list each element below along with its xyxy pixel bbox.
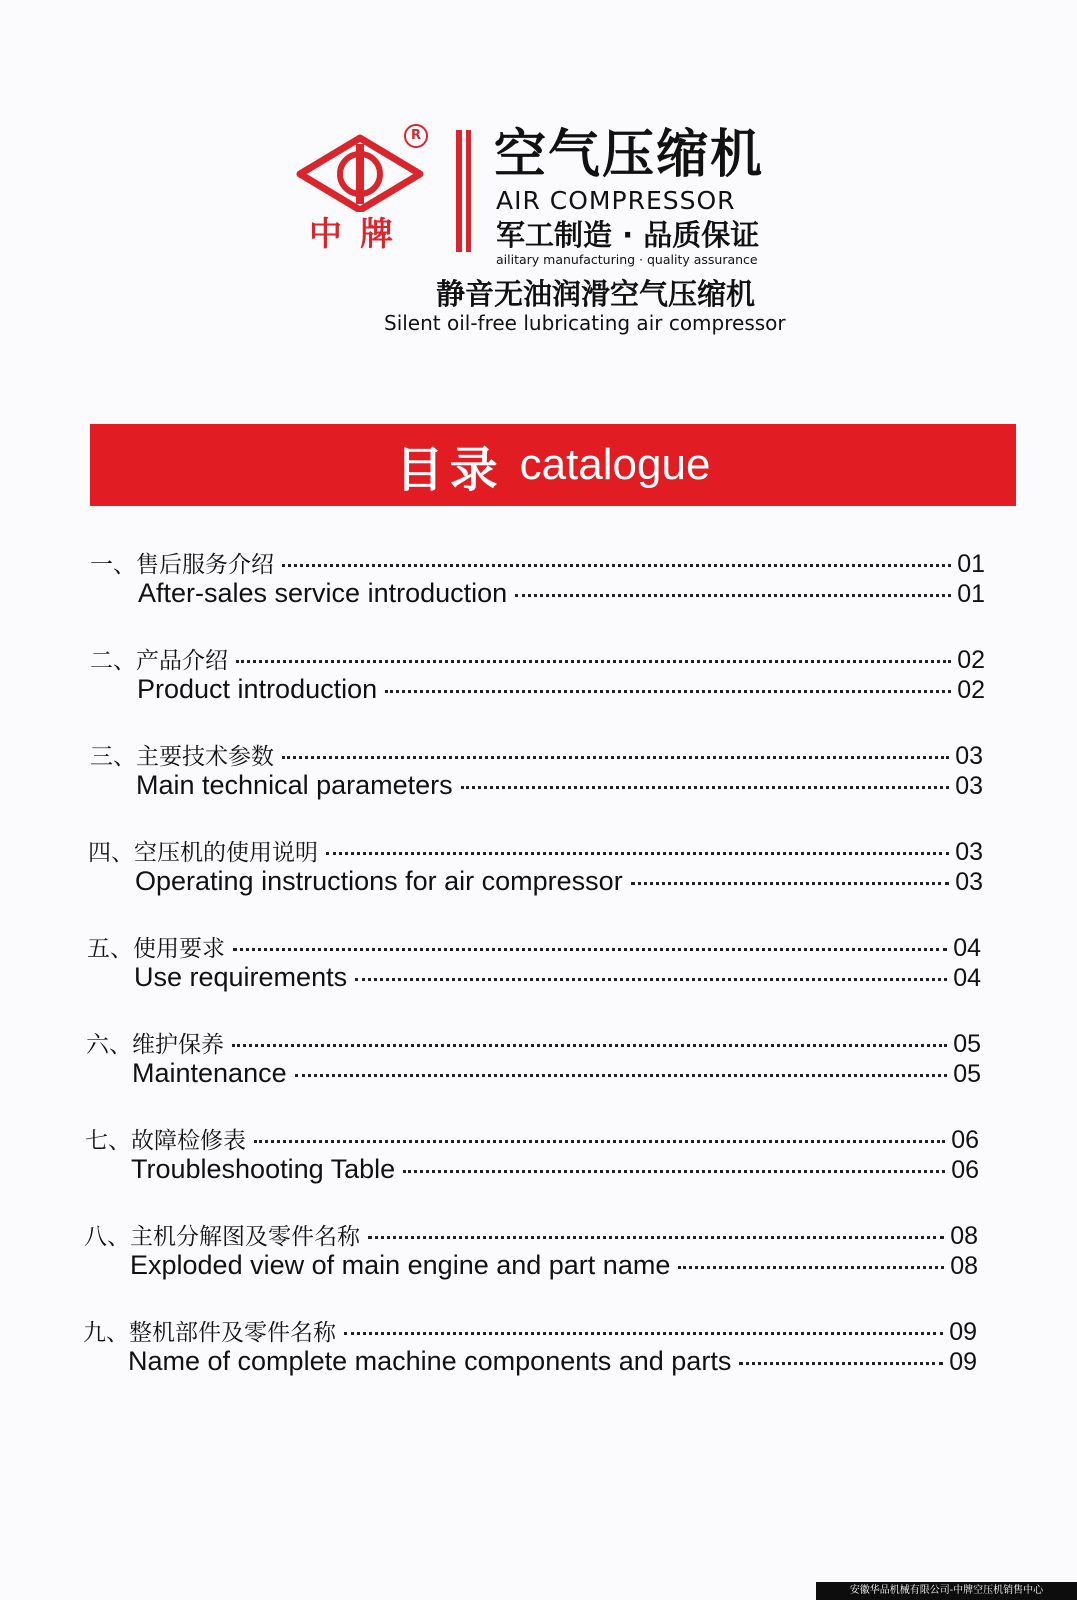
toc-page-number: 04	[953, 964, 981, 992]
toc-entry-cn[interactable]	[83, 1314, 977, 1347]
toc-page-number: 01	[957, 580, 985, 608]
toc-entry-cn[interactable]	[85, 1122, 979, 1155]
toc-page-number: 01	[957, 550, 985, 578]
toc-page-number: 03	[955, 868, 983, 896]
toc-entry-en[interactable]	[135, 866, 983, 897]
toc-entry-en[interactable]	[137, 674, 985, 705]
toc-page-number: 02	[957, 646, 985, 674]
toc-title-en: Troubleshooting Table	[131, 1154, 396, 1184]
leader-dots	[295, 1074, 948, 1077]
toc-page-number: 09	[949, 1318, 977, 1346]
leader-dots	[282, 756, 949, 759]
leader-dots	[631, 882, 950, 885]
toc-page-number: 02	[957, 676, 985, 704]
leader-dots	[678, 1266, 944, 1269]
slogan-cn: 军工制造 · 品质保证	[496, 218, 760, 252]
leader-dots	[344, 1332, 943, 1335]
product-title-cn: 静音无油润滑空气压缩机	[436, 277, 756, 311]
toc-entry-cn[interactable]	[90, 738, 983, 771]
leader-dots	[368, 1236, 944, 1239]
toc-title-en: Maintenance	[132, 1058, 287, 1088]
toc-title-en: After-sales service introduction	[138, 578, 508, 608]
toc-title-cn: 九、整机部件及零件名称	[83, 1320, 336, 1346]
toc-page-number: 04	[953, 934, 981, 962]
toc-entry-cn[interactable]	[84, 1218, 978, 1251]
toc-title-en: Exploded view of main engine and part name	[130, 1250, 671, 1280]
product-title-en: Silent oil-free lubricating air compressor	[384, 311, 786, 335]
leader-dots	[461, 786, 950, 789]
toc-title-cn: 六、维护保养	[86, 1032, 224, 1058]
toc-title-cn: 二、产品介绍	[90, 648, 228, 674]
toc-page-number: 06	[951, 1126, 979, 1154]
toc-entry-en[interactable]	[132, 1058, 981, 1089]
toc-title-en: Name of complete machine components and parts	[128, 1346, 732, 1376]
toc-title-cn: 一、售后服务介绍	[90, 552, 274, 578]
leader-dots	[355, 978, 947, 981]
leader-dots	[385, 690, 951, 693]
toc-page-number: 06	[951, 1156, 979, 1184]
brand-divider	[456, 130, 474, 252]
toc-entry-cn[interactable]	[86, 1026, 981, 1059]
toc-title-cn: 七、故障检修表	[85, 1128, 246, 1154]
footer-watermark: 安徽华品机械有限公司-中牌空压机销售中心	[816, 1582, 1077, 1600]
toc-title-cn: 三、主要技术参数	[90, 744, 274, 770]
toc-entry-cn[interactable]	[87, 930, 981, 963]
toc-title-cn: 五、使用要求	[87, 936, 225, 962]
catalogue-title-cn: 目录	[395, 441, 504, 498]
slogan-en: ailitary manufacturing · quality assurance	[496, 252, 758, 267]
leader-dots	[233, 948, 947, 951]
toc-page-number: 09	[949, 1348, 977, 1376]
toc-entry-en[interactable]	[138, 578, 985, 609]
toc-page-number: 05	[953, 1060, 981, 1088]
toc-title-en: Product introduction	[137, 674, 378, 704]
toc-entry-cn[interactable]	[90, 546, 985, 579]
toc-page-number: 03	[955, 838, 983, 866]
brand-title-cn: 空气压缩机	[494, 125, 765, 185]
toc-entry-cn[interactable]	[88, 834, 983, 867]
toc-page-number: 05	[953, 1030, 981, 1058]
toc-page-number: 03	[955, 772, 983, 800]
leader-dots	[254, 1140, 945, 1143]
toc-page-number: 08	[950, 1222, 978, 1250]
toc-entry-en[interactable]	[130, 1250, 978, 1281]
toc-entry-en[interactable]	[128, 1346, 977, 1377]
toc-entry-en[interactable]	[134, 962, 981, 993]
toc-title-cn: 八、主机分解图及零件名称	[84, 1224, 360, 1250]
toc-page-number: 08	[950, 1252, 978, 1280]
catalogue-banner	[90, 424, 1016, 506]
toc-entry-en[interactable]	[136, 770, 983, 801]
toc-title-en: Use requirements	[134, 962, 348, 992]
leader-dots	[739, 1362, 943, 1365]
toc-entry-en[interactable]	[131, 1154, 979, 1185]
toc-title-cn: 四、空压机的使用说明	[88, 840, 318, 866]
diamond-logo-icon	[296, 132, 424, 212]
registered-mark: R	[404, 124, 428, 148]
leader-dots	[236, 660, 951, 663]
brand-logo	[296, 128, 424, 253]
catalogue-title-en: catalogue	[519, 440, 711, 489]
leader-dots	[282, 564, 951, 567]
leader-dots	[515, 594, 951, 597]
toc-entry-cn[interactable]	[90, 642, 985, 675]
toc-title-en: Operating instructions for air compressor	[135, 866, 623, 896]
leader-dots	[326, 852, 949, 855]
toc-title-en: Main technical parameters	[136, 770, 453, 800]
leader-dots	[232, 1044, 947, 1047]
leader-dots	[403, 1170, 945, 1173]
logo-text: 中牌	[309, 214, 411, 253]
toc-page-number: 03	[955, 742, 983, 770]
brand-title-en: AIR COMPRESSOR	[496, 186, 736, 215]
